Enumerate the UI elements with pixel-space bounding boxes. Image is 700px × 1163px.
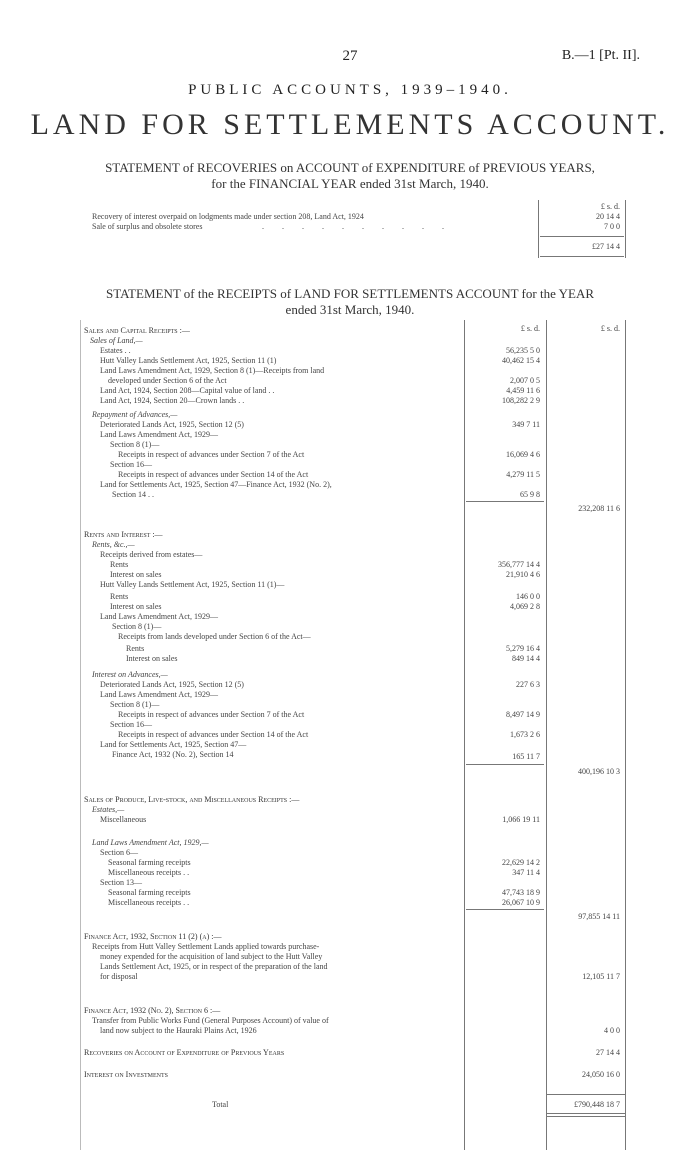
- document-reference: B.—1 [Pt. II].: [561, 48, 640, 63]
- recovery-item-2: Sale of surplus and obsolete stores: [92, 222, 203, 231]
- finance1-heading: Finance Act, 1932, Section 11 (2) (a) :—: [84, 932, 222, 941]
- public-accounts-heading: PUBLIC ACCOUNTS, 1939–1940.: [188, 82, 512, 98]
- total-label: Total: [212, 1100, 229, 1109]
- recovery-item-1: Recovery of interest overpaid on lodgments made under section 208, Land Act, 1924: [92, 212, 364, 221]
- rents-total: 400,196 10 3: [578, 767, 620, 776]
- col2-header: £ s. d.: [600, 324, 620, 333]
- recoveries-col-header: £ s. d.: [600, 202, 620, 211]
- recovery-amount-2: 7 0 0: [604, 222, 620, 231]
- receipts-heading-1: STATEMENT of the RECEIPTS of LAND FOR SETTLEMENTS ACCOUNT for the YEAR: [105, 286, 594, 301]
- page-number: 27: [342, 48, 358, 64]
- sales-sub: Sales of Land,—: [90, 336, 143, 345]
- receipts-heading-2: ended 31st March, 1940.: [285, 302, 415, 317]
- recoveries-heading-1: STATEMENT of RECOVERIES on ACCOUNT of EXPENDITURE of PREVIOUS YEARS,: [105, 160, 595, 175]
- recovery-amount-1: 20 14 4: [596, 212, 620, 221]
- produce-heading: Sales of Produce, Live-stock, and Miscellaneous Receipts :—: [84, 795, 300, 804]
- finance2-heading: Finance Act, 1932 (No. 2), Section 6 :—: [84, 1006, 221, 1015]
- produce-total: 97,855 14 11: [578, 912, 620, 921]
- grand-total: £790,448 18 7: [574, 1100, 620, 1109]
- page-title: LAND FOR SETTLEMENTS ACCOUNT.: [30, 108, 670, 141]
- interest-line: Interest on Investments: [84, 1070, 168, 1079]
- rents-heading: Rents and Interest :—: [84, 530, 163, 539]
- recoveries-line: Recoveries on Account of Expenditure of Previous Years: [84, 1048, 285, 1057]
- col1-header: £ s. d.: [520, 324, 540, 333]
- recoveries-heading-2: for the FINANCIAL YEAR ended 31st March, 1940.: [211, 176, 489, 191]
- finance2-total: 4 0 0: [604, 1026, 620, 1035]
- finance1-total: 12,105 11 7: [582, 972, 620, 981]
- sales-heading: Sales and Capital Receipts :—: [84, 326, 190, 335]
- recoveries-total: £27 14 4: [592, 242, 620, 251]
- sales-total: 232,208 11 6: [578, 504, 620, 513]
